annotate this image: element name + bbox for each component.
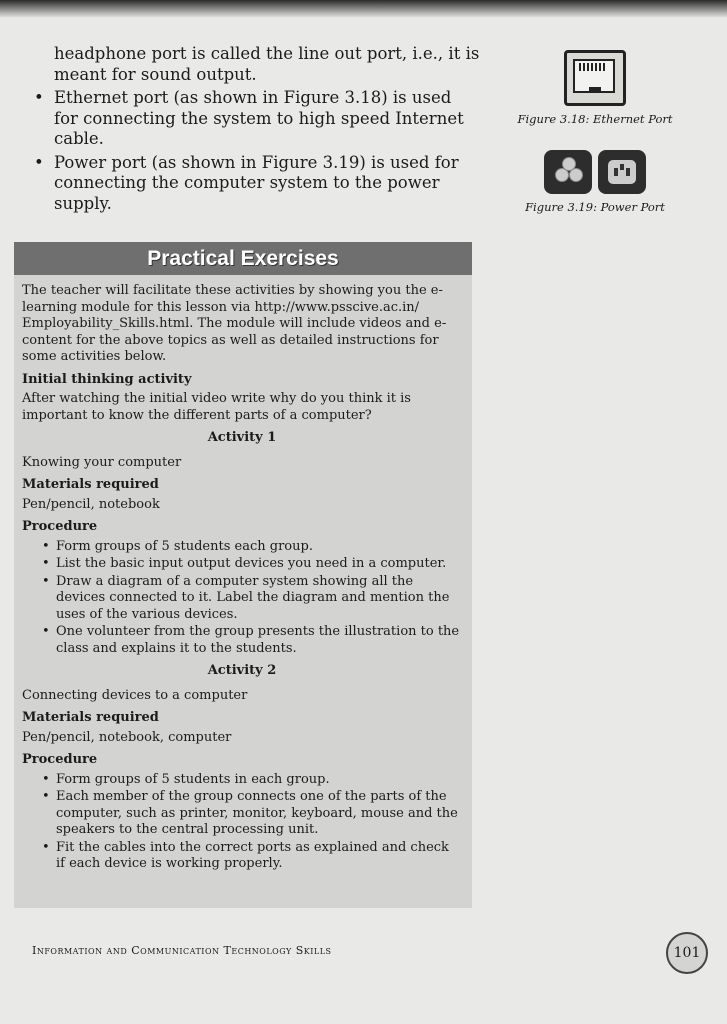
list-item: • Draw a diagram of a computer system showing all the devices connected to it. Label the diagram and mention the uses of the various devices. [56, 574, 462, 624]
bullet-power: • Power port (as shown in Figure 3.19) is used for connecting the computer system to the power supply. [34, 152, 459, 213]
activity2-subtitle: Connecting devices to a computer [22, 687, 248, 703]
activity1-procedure-heading: Procedure [22, 519, 98, 534]
initial-text: After watching the initial video write why do you think it is important to know the different parts of a computer? [22, 391, 411, 423]
initial-heading: Initial thinking activity [22, 371, 192, 387]
activity2-steps [22, 772, 462, 873]
ethernet-port-icon [564, 50, 626, 106]
list-item: • Fit the cables into the correct ports as explained and check if each device is working properly. [56, 840, 462, 873]
list-item: • One volunteer from the group presents the illustration to the class and explains it to the students. [56, 624, 462, 657]
activity2-procedure-heading: Procedure [22, 752, 98, 767]
port-bullets [34, 88, 480, 214]
figure-ethernet [510, 50, 680, 126]
activity1-steps [22, 539, 462, 658]
list-item: • List the basic input output devices you need in a computer. [56, 556, 462, 573]
activity2-materials-heading: Materials required [22, 710, 159, 725]
page-number: 101 [666, 932, 708, 974]
practical-exercises-box [14, 242, 472, 908]
top-text [34, 44, 480, 214]
activity1-title: Activity 1 [207, 430, 277, 445]
activity1-materials: Pen/pencil, notebook [22, 496, 160, 512]
power-port-icon [515, 150, 675, 194]
figure-caption: Figure 3.19: Power Port [525, 200, 665, 214]
running-footer: Information and Communication Technology Skills [32, 944, 332, 957]
bullet-ethernet: • Ethernet port (as shown in Figure 3.18) is used for connecting the system to high speed Internet cable. [34, 88, 464, 148]
figure-power [515, 150, 675, 214]
list-item: • Form groups of 5 students each group. [56, 539, 462, 556]
box-body [14, 275, 472, 873]
activity2-title: Activity 2 [207, 663, 277, 678]
list-item: • Each member of the group connects one of the parts of the computer, such as printer, monitor, keyboard, mouse and the speakers to the central processing unit. [56, 789, 462, 839]
page-edge-shadow [0, 0, 727, 18]
activity1-materials-heading: Materials required [22, 477, 159, 492]
activity2-materials: Pen/pencil, notebook, computer [22, 729, 232, 745]
box-title: Practical Exercises [14, 242, 472, 275]
activity1-subtitle: Knowing your computer [22, 454, 182, 470]
continuation-text: headphone port is called the line out port, i.e., it is meant for sound output. [54, 44, 480, 84]
intro-text: The teacher will facilitate these activities by showing you the e-learning module for this lesson via http://www.psscive.ac.in/ Employability_Skills.html. The module will include videos and e-content for the above topics as well as detailed instructions for some activities below. [22, 283, 447, 364]
list-item: • Form groups of 5 students in each group. [56, 772, 462, 789]
figure-caption: Figure 3.18: Ethernet Port [517, 112, 673, 126]
